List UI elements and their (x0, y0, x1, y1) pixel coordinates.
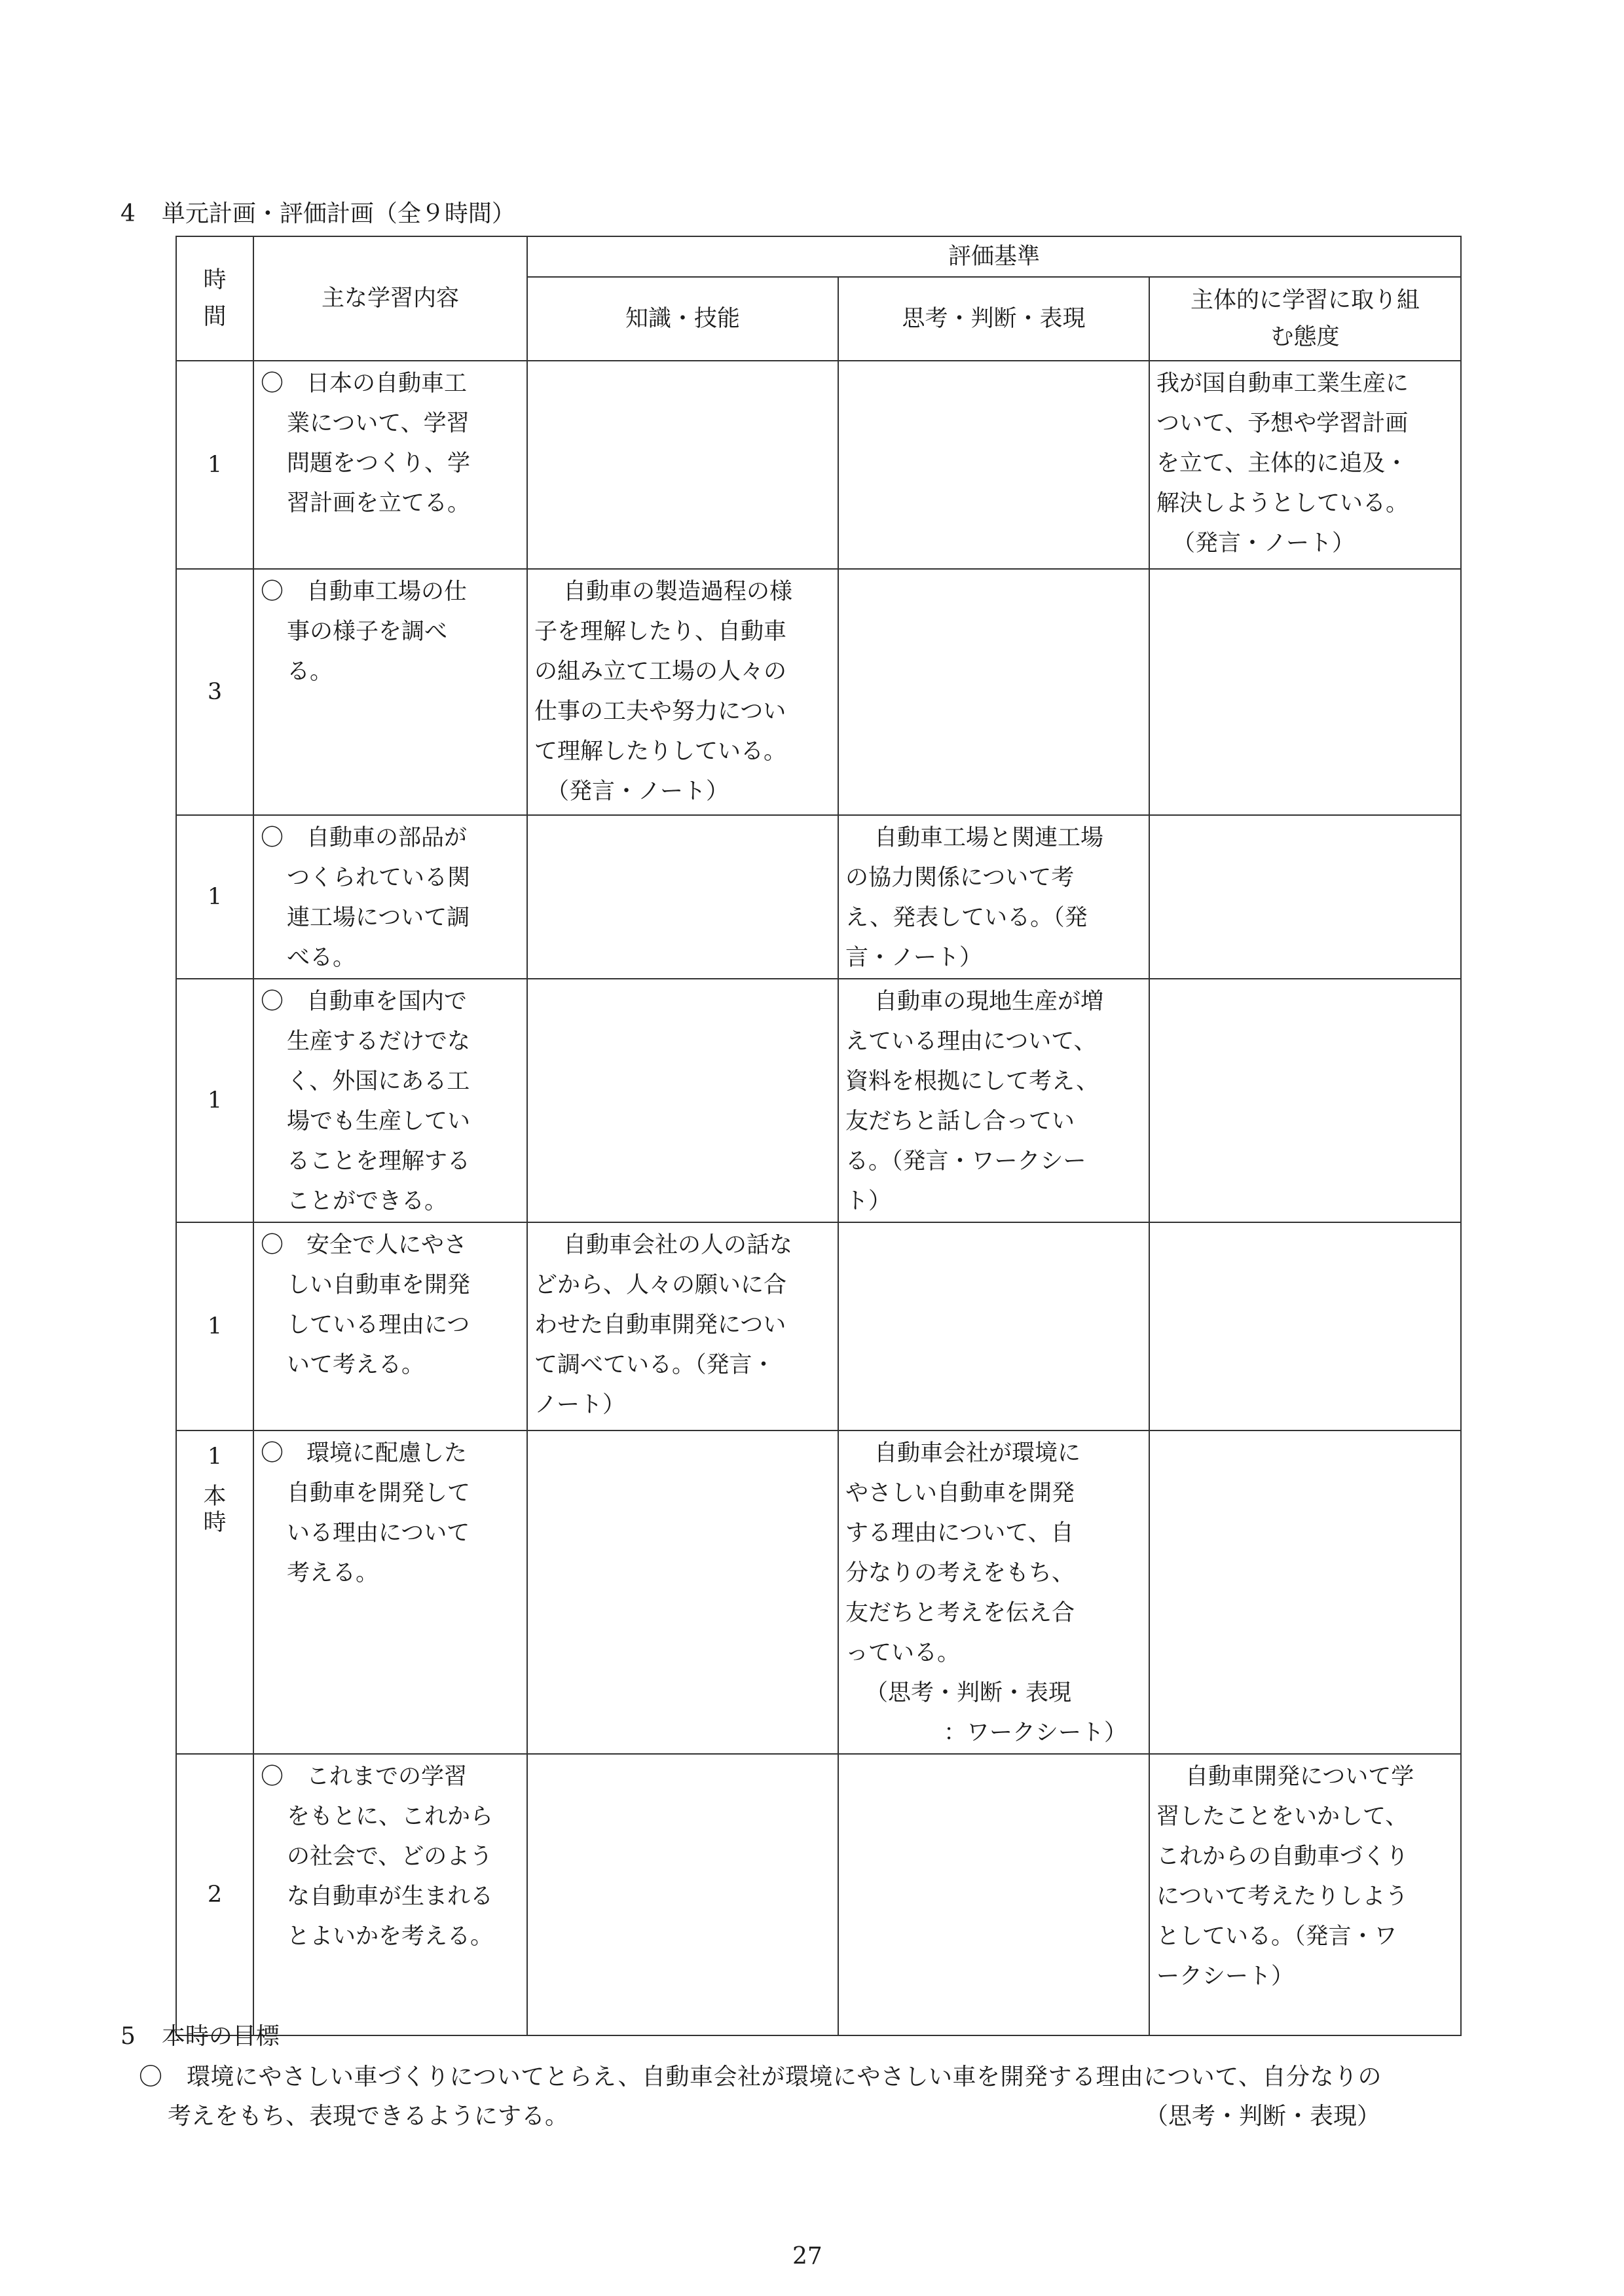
table-row (176, 361, 1461, 569)
row-learning-content: 〇 自動車工場の仕 事の様子を調べ る。 (253, 569, 527, 815)
table-row (176, 569, 1461, 815)
section-5-title: 本時の目標 (161, 2023, 280, 2050)
row-learning-content: 〇 安全で人にやさ しい自動車を開発 している理由につ いて考える。 (253, 1222, 527, 1430)
row-hours: 1 (176, 361, 253, 569)
section-4-title: 単元計画・評価計画（全９時間） (161, 200, 515, 227)
row-hours: 2 (176, 1754, 253, 2035)
row-learning-content: 〇 自動車の部品が つくられている関 連工場について調 べる。 (253, 815, 527, 979)
row-knowledge (527, 1754, 838, 2035)
current-lesson-label: 本 時 (203, 1484, 227, 1536)
row-thinking: 自動車工場と関連工場 の協力関係について考 え、発表している。（発 言・ノート） (838, 815, 1149, 979)
section-4-heading (120, 198, 515, 230)
section-4-number: 4 (120, 200, 136, 227)
header-hours: 時 間 (176, 236, 253, 361)
goal-line-2: 考えをもち、表現できるようにする。 (168, 2103, 569, 2130)
table-row (176, 979, 1461, 1222)
row-knowledge (527, 979, 838, 1222)
table-header-row-1 (176, 236, 1461, 277)
row-attitude (1149, 815, 1461, 979)
row-learning-content: 〇 これまでの学習 をもとに、これから の社会で、どのよう な自動車が生まれる とよいかを考える。 (253, 1754, 527, 2035)
header-learning-content: 主な学習内容 (253, 236, 527, 361)
row-attitude (1149, 979, 1461, 1222)
row-hours: 1 (176, 815, 253, 979)
row-thinking: 自動車の現地生産が増 えている理由について、 資料を根拠にして考え、 友だちと話し合ってい る。（発言・ワークシー ト） (838, 979, 1149, 1222)
row-learning-content: 〇 自動車を国内で 生産するだけでな く、外国にある工 場でも生産してい ることを理解する ことができる。 (253, 979, 527, 1222)
row-hours-value: 1 (207, 1444, 223, 1470)
row-thinking (838, 1222, 1149, 1430)
section-5-heading (120, 2020, 280, 2053)
row-thinking (838, 1754, 1149, 2035)
row-knowledge (527, 815, 838, 979)
table-row (176, 1754, 1461, 2035)
row-attitude (1149, 1222, 1461, 1430)
row-thinking: 自動車会社が環境に やさしい自動車を開発 する理由について、自 分なりの考えをもち、 友だちと考えを伝え合 っている。 （思考・判断・表現 ：ワークシート） (838, 1430, 1149, 1754)
header-proactive-attitude: 主体的に学習に取り組 む態度 (1149, 277, 1461, 361)
row-attitude: 自動車開発について学 習したことをいかして、 これからの自動車づくり について考えたりしよう としている。（発言・ワ ークシート） (1149, 1754, 1461, 2035)
row-knowledge: 自動車の製造過程の様 子を理解したり、自動車 の組み立て工場の人々の 仕事の工夫や努力につい て理解したりしている。 （発言・ノート） (527, 569, 838, 815)
header-thinking-judgment-expression: 思考・判断・表現 (838, 277, 1149, 361)
table-row (176, 815, 1461, 979)
header-evaluation-criteria: 評価基準 (527, 236, 1461, 277)
row-hours (176, 1430, 253, 1754)
page-number: 27 (792, 2243, 822, 2270)
table-row (176, 1222, 1461, 1430)
unit-plan-table (175, 236, 1462, 2036)
row-thinking (838, 569, 1149, 815)
goal-line-1: 〇 環境にやさしい車づくりについてとらえ、自動車会社が環境にやさしい車を開発する理由について、自分なりの (139, 2064, 1382, 2090)
header-knowledge-skills: 知識・技能 (527, 277, 838, 361)
row-attitude (1149, 1430, 1461, 1754)
row-learning-content: 〇 環境に配慮した 自動車を開発して いる理由について 考える。 (253, 1430, 527, 1754)
row-knowledge: 自動車会社の人の話な どから、人々の願いに合 わせた自動車開発につい て調べている。（発言・ ノート） (527, 1222, 838, 1430)
row-thinking (838, 361, 1149, 569)
row-knowledge (527, 1430, 838, 1754)
row-hours: 3 (176, 569, 253, 815)
section-5-number: 5 (120, 2023, 136, 2050)
row-hours: 1 (176, 1222, 253, 1430)
row-attitude (1149, 569, 1461, 815)
goal-evaluation-aspect: （思考・判断・表現） (1145, 2103, 1381, 2130)
table-row (176, 1430, 1461, 1754)
row-knowledge (527, 361, 838, 569)
row-hours: 1 (176, 979, 253, 1222)
row-learning-content: 〇 日本の自動車工 業について、学習 問題をつくり、学 習計画を立てる。 (253, 361, 527, 569)
row-attitude: 我が国自動車工業生産に ついて、予想や学習計画 を立て、主体的に追及・ 解決しようとしている。 （発言・ノート） (1149, 361, 1461, 569)
